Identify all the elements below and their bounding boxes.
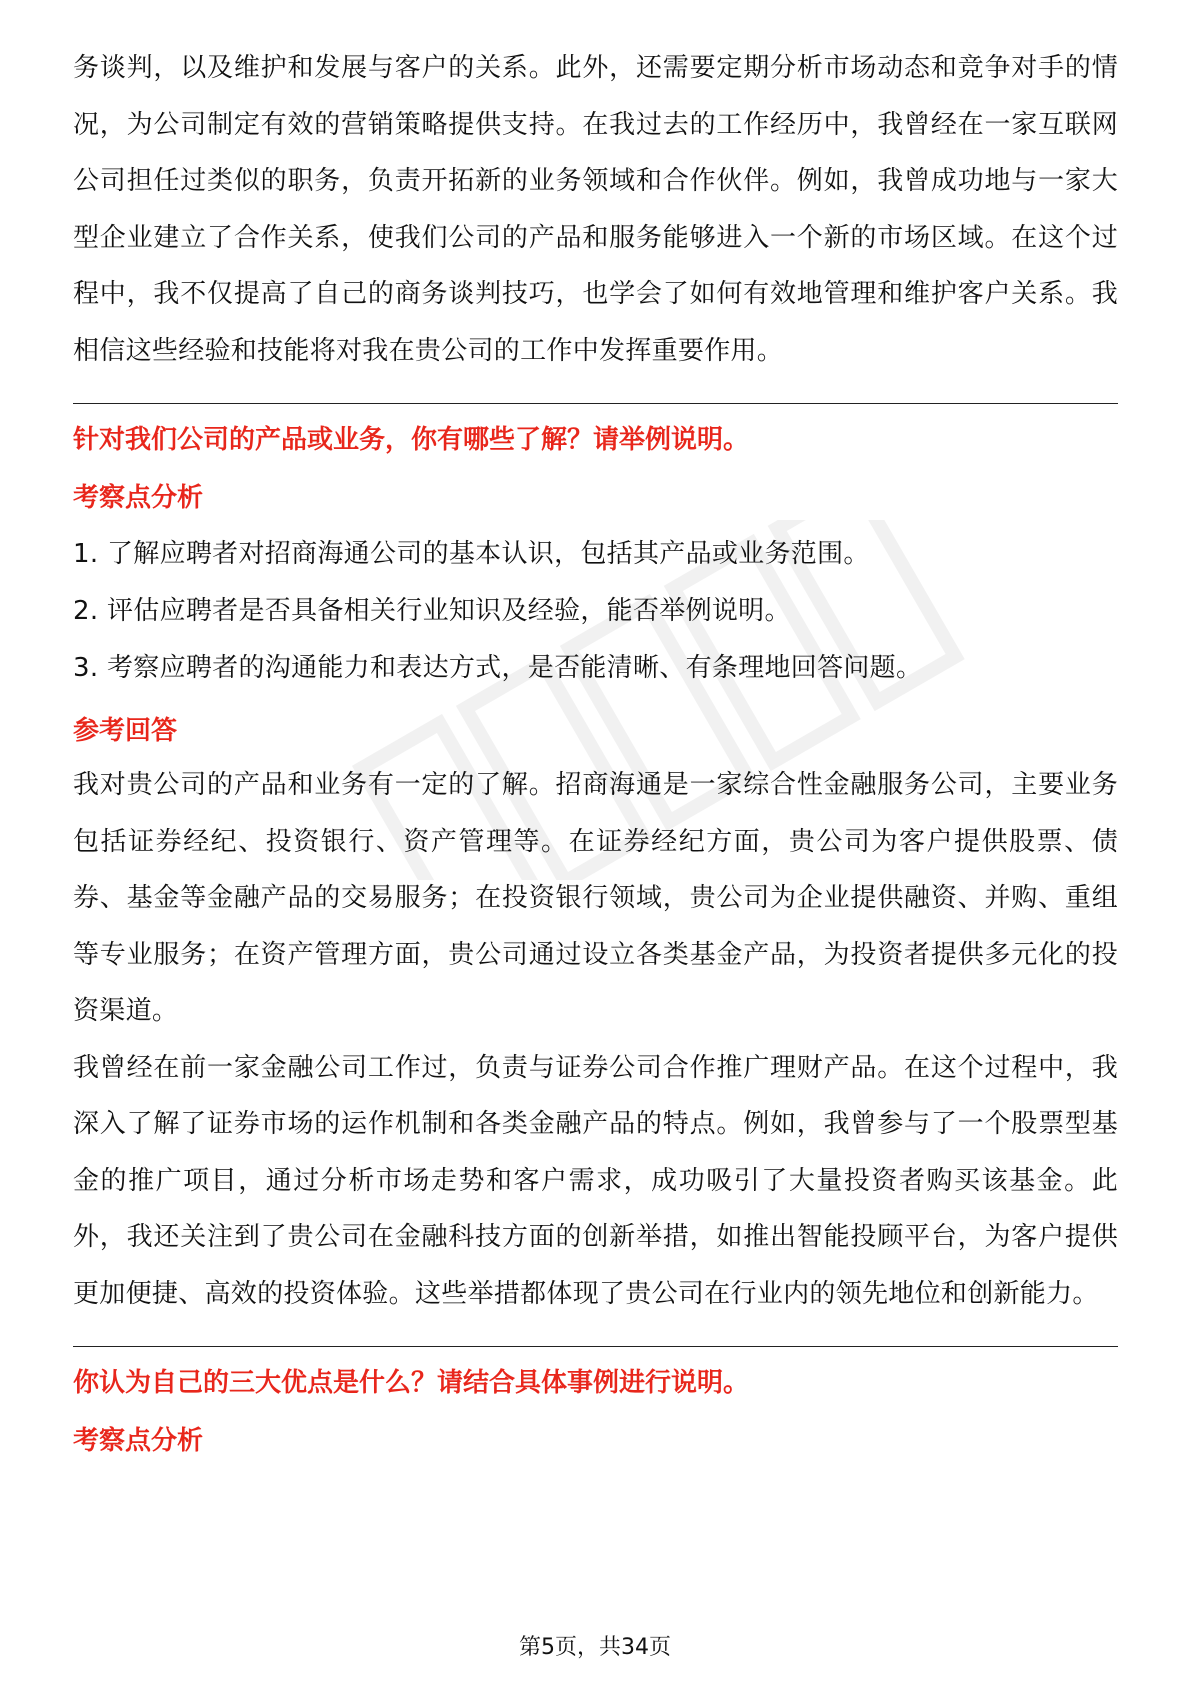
question-section-1	[73, 420, 1118, 1322]
answer-block	[73, 757, 1118, 1322]
intro-paragraph: 务谈判，以及维护和发展与客户的关系。此外，还需要定期分析市场动态和竞争对手的情况，为公司制定有效的营销策略提供支持。在我过去的工作经历中，我曾经在一家互联网公司担任过类似的职务，负责开拓新的业务领域和合作伙伴。例如，我曾成功地与一家大型企业建立了合作关系，使我们公司的产品和服务能够进入一个新的市场区域。在这个过程中，我不仅提高了自己的商务谈判技巧，也学会了如何有效地管理和维护客户关系。我相信这些经验和技能将对我在贵公司的工作中发挥重要作用。	[73, 53, 1118, 366]
answer-heading: 参考回答	[73, 716, 178, 746]
answer-paragraph: 我曾经在前一家金融公司工作过，负责与证券公司合作推广理财产品。在这个过程中，我深入了解了证券市场的运作机制和各类金融产品的特点。例如，我曾参与了一个股票型基金的推广项目，通过分析市场走势和客户需求，成功吸引了大量投资者购买该基金。此外，我还关注到了贵公司在金融科技方面的创新举措，如推出智能投顾平台，为客户提供更加便捷、高效的投资体验。这些举措都体现了贵公司在行业内的领先地位和创新能力。	[73, 1052, 1118, 1309]
page-footer: 第5页，共34页	[519, 1635, 671, 1660]
list-item: 2. 评估应聘者是否具备相关行业知识及经验，能否举例说明。	[73, 596, 791, 626]
analysis-heading: 考察点分析	[73, 1426, 204, 1456]
question-section-2	[73, 1363, 1118, 1461]
analysis-heading: 考察点分析	[73, 483, 204, 513]
section-divider	[73, 403, 1118, 404]
question-title: 你认为自己的三大优点是什么？请结合具体事例进行说明。	[73, 1368, 750, 1398]
list-item: 3. 考察应聘者的沟通能力和表达方式，是否能清晰、有条理地回答问题。	[73, 653, 923, 683]
document-page	[73, 40, 1118, 1461]
list-item: 1. 了解应聘者对招商海通公司的基本认识，包括其产品或业务范围。	[73, 539, 870, 569]
analysis-list	[73, 526, 1118, 697]
question-title: 针对我们公司的产品或业务，你有哪些了解？请举例说明。	[73, 425, 750, 455]
answer-paragraph: 我对贵公司的产品和业务有一定的了解。招商海通是一家综合性金融服务公司，主要业务包括证券经纪、投资银行、资产管理等。在证券经纪方面，贵公司为客户提供股票、债券、基金等金融产品的交易服务；在投资银行领域，贵公司为企业提供融资、并购、重组等专业服务；在资产管理方面，贵公司通过设立各类基金产品，为投资者提供多元化的投资渠道。	[73, 770, 1118, 1026]
section-divider	[73, 1346, 1118, 1347]
